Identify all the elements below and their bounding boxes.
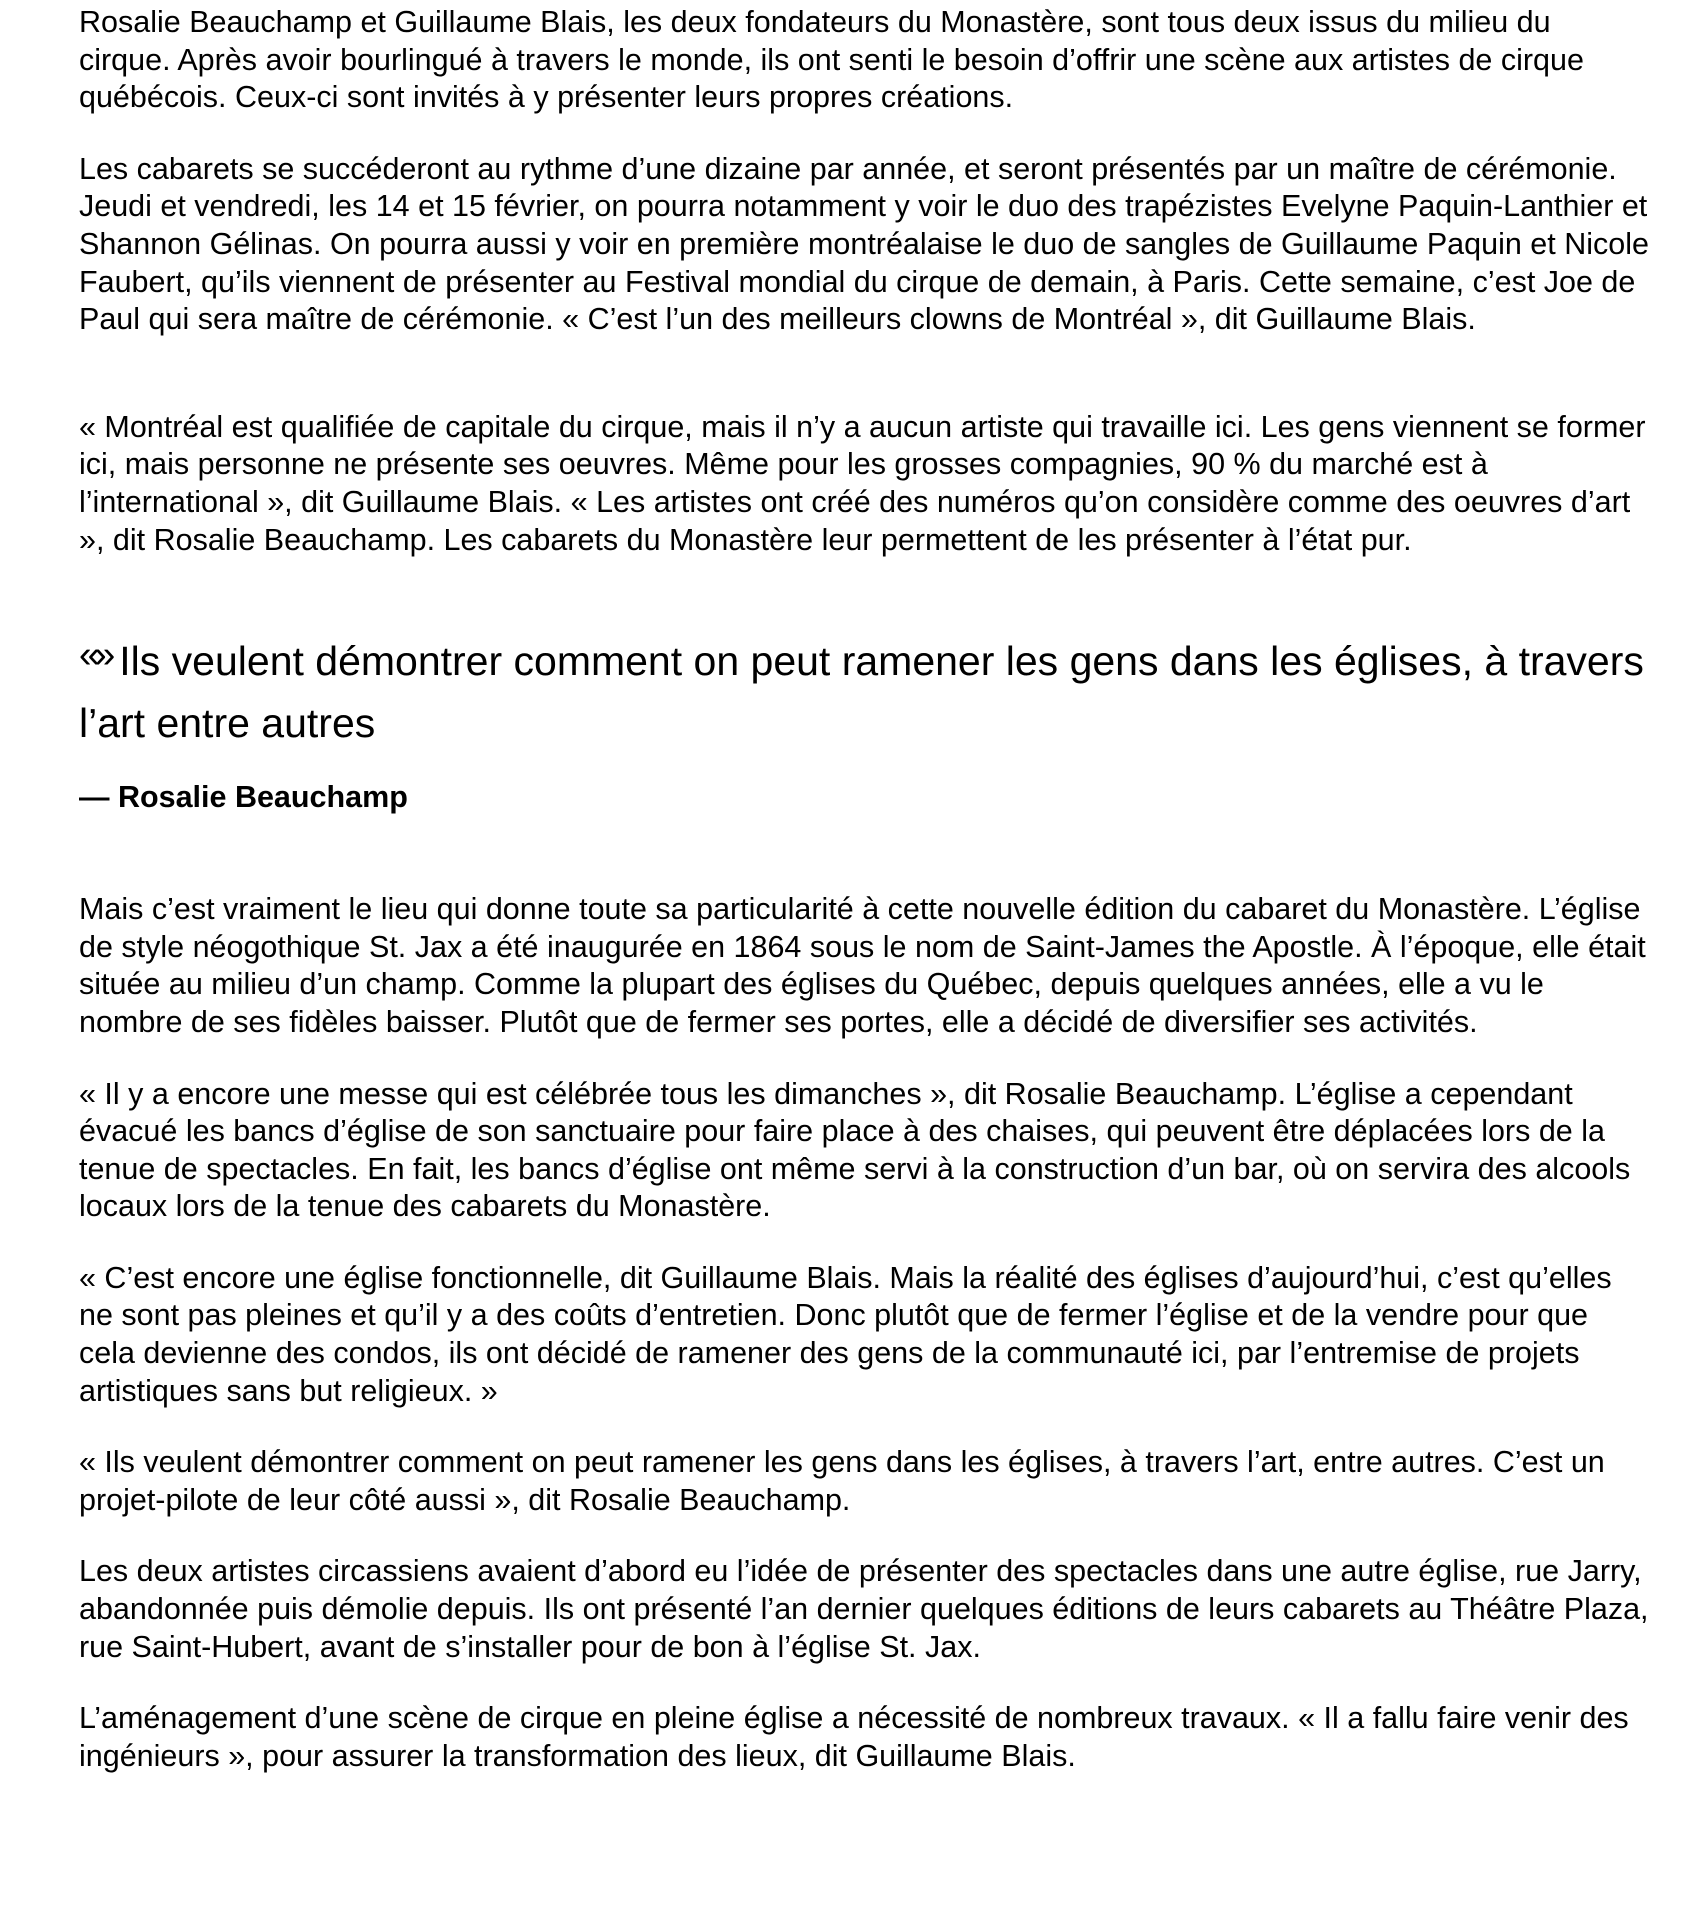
pullquote-attribution: — Rosalie Beauchamp [79, 780, 408, 815]
paragraph-montreal-capital: « Montréal est qualifiée de capitale du cirque, mais il n’y a aucun artiste qui travaille ici. Les gens viennent se former ici, mais personne ne présente ses oeuvres. Même pour les grosses compagnies, 90 % du marché est à l’international », dit Guillaume Blais. « Les artistes ont créé des numéros qu’on considère comme des oeuvres d’art », dit Rosalie Beauchamp. Les cabarets du Monastère leur permettent de les présenter à l’état pur. [79, 409, 1646, 557]
pullquote-text-line [79, 631, 1649, 753]
paragraph-previous-venues: Les deux artistes circassiens avaient d’abord eu l’idée de présenter des spectacles dans une autre église, rue Jarry, abandonnée puis démolie depuis. Ils ont présenté l’an dernier quelques éditions de leurs cabarets au Théâtre Plaza, rue Saint-Hubert, avant de s’installer pour de bon à l’église St. Jax. [79, 1554, 1649, 1664]
quote-icon: «» [79, 634, 110, 677]
paragraph-engineers: L’aménagement d’une scène de cirque en pleine église a nécessité de nombreux travaux. « Il a fallu faire venir des ingénieurs », pour assurer la transformation des lieux, dit Guillaume Blais. [79, 1701, 1629, 1773]
paragraph-venue: Mais c’est vraiment le lieu qui donne toute sa particularité à cette nouvelle édition du cabaret du Monastère. L’église de style néogothique St. Jax a été inaugurée en 1864 sous le nom de Saint-James the Apostle. À l’époque, elle était située au milieu d’un champ. Comme la plupart des églises du Québec, depuis quelques années, elle a vu le nombre de ses fidèles baisser. Plutôt que de fermer ses portes, elle a décidé de diversifier ses activités. [79, 892, 1646, 1039]
article-body [79, 4, 1649, 1775]
paragraph-founders: Rosalie Beauchamp et Guillaume Blais, les deux fondateurs du Monastère, sont tous deux issus du milieu du cirque. Après avoir bourlingué à travers le monde, ils ont senti le besoin d’offrir une scène aux artistes de cirque québécois. Ceux-ci sont invités à y présenter leurs propres créations. [79, 5, 1584, 115]
pullquote-text: Ils veulent démontrer comment on peut ramener les gens dans les églises, à travers l’art entre autres [79, 638, 1644, 747]
paragraph-cabarets: Les cabarets se succéderont au rythme d’une dizaine par année, et seront présentés par un maître de cérémonie. Jeudi et vendredi, les 14 et 15 février, on pourra notamment y voir le duo des trapézistes Evelyne Paquin-Lanthier et Shannon Gélinas. On pourra aussi y voir en première montréalaise le duo de sangles de Guillaume Paquin et Nicole Faubert, qu’ils viennent de présenter au Festival mondial du cirque de demain, à Paris. Cette semaine, c’est Joe de Paul qui sera maître de cérémonie. « C’est l’un des meilleurs clowns de Montréal », dit Guillaume Blais. [79, 151, 1649, 337]
paragraph-pilot-project: « Ils veulent démontrer comment on peut ramener les gens dans les églises, à travers l’art, entre autres. C’est un projet-pilote de leur côté aussi », dit Rosalie Beauchamp. [79, 1445, 1605, 1517]
paragraph-functional-church: « C’est encore une église fonctionnelle, dit Guillaume Blais. Mais la réalité des églises d’aujourd’hui, c’est qu’elles ne sont pas pleines et qu’il y a des coûts d’entretien. Donc plutôt que de fermer l’église et de la vendre pour que cela devienne des condos, ils ont décidé de ramener des gens de la communauté ici, par l’entremise de projets artistiques sans but religieux. » [79, 1260, 1612, 1408]
paragraph-mass: « Il y a encore une messe qui est célébrée tous les dimanches », dit Rosalie Beauchamp. L’église a cependant évacué les bancs d’église de son sanctuaire pour faire place à des chaises, qui peuvent être déplacées lors de la tenue de spectacles. En fait, les bancs d’église ont même servi à la construction d’un bar, où on servira des alcools locaux lors de la tenue des cabarets du Monastère. [79, 1076, 1631, 1224]
pullquote [79, 631, 1649, 817]
